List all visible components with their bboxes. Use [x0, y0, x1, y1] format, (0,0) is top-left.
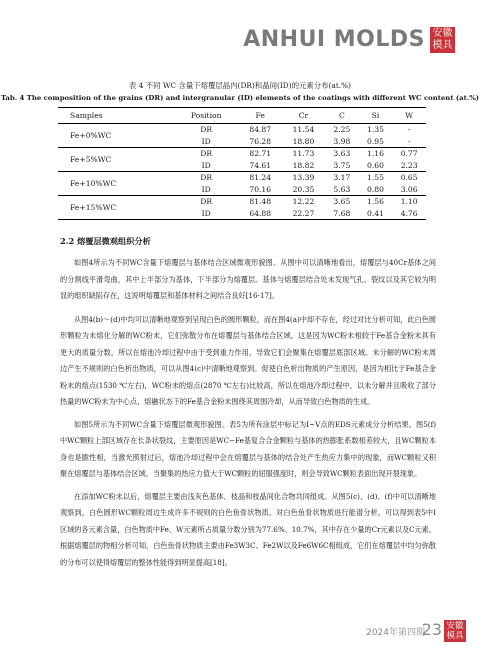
- column-header: Fe: [255, 111, 265, 120]
- table-cell: ID: [201, 184, 211, 194]
- table-cell: 3.75: [333, 160, 351, 170]
- paragraph: 如图4所示为不同WC含量下熔覆层与基体结合区域微观形貌图。从图中可以清晰地看出，熔覆层与40Cr基体之间的分割线平滑弯曲，其中上半部分为基体，下半部分为熔覆层。基体与熔覆层结合处未发现气孔、裂纹以及其它较为明显的组织缺陷存在，这说明熔覆层和基体材料之间结合良好[16-17]。: [60, 258, 436, 300]
- table-cell: -: [407, 136, 411, 146]
- table-cell: 1.35: [367, 125, 384, 135]
- table-cell: 76.28: [249, 136, 272, 146]
- paragraph: 如图5所示为不同WC含量下熔覆层微观形貌图。表5为所有涂层中标记为I~Ⅴ点的EDS元素成分分析结果。图5(f)中WC颗粒上部区域存在长条状裂纹，主要原因是WC−Fe基复合合金颗粒与基体的热膨胀系数相差较大，且WC颗粒本身也是脆性相，当激光照射过后，熔池冷却过程中会在熔覆层与基体的结合处产生热应力集中的现象，而WC颗粒又积聚在熔覆层与基体结合区域，当聚集的热应力值大于WC颗粒的屈服强度时，则会导致WC颗粒表面出现开裂现象。: [60, 419, 436, 478]
- table-cell: 13.39: [282, 172, 325, 184]
- composition-table: [58, 107, 426, 220]
- table-cell: 7.68: [333, 208, 351, 218]
- badge-line-1: 安徽: [432, 28, 453, 39]
- table-cell: 1.55: [359, 172, 393, 184]
- table-cell: 3.65: [325, 196, 359, 208]
- table-row: [58, 124, 426, 136]
- table-cell: 22.27: [292, 208, 315, 218]
- journal-brand: ANHUI MOLDS: [243, 27, 425, 52]
- table-cell: 2.25: [333, 125, 351, 135]
- table-cell: 0.95: [367, 136, 384, 146]
- page-header: [0, 22, 480, 56]
- table-cell: DR: [174, 172, 239, 184]
- table-cell: 0.60: [367, 160, 384, 170]
- table-cell: 1.16: [359, 148, 393, 160]
- table-caption-cn: 表 4 不同 WC 含量下熔覆层晶内(DR)和晶间(ID)的元素分布(at.%): [128, 81, 352, 90]
- table-row: [58, 148, 426, 160]
- sample-cell: Fe+0%WC: [70, 131, 112, 140]
- table-cell: 1.10: [392, 196, 426, 208]
- table-cell: ID: [201, 208, 211, 218]
- table-cell: 11.73: [282, 148, 325, 160]
- table-cell: -: [407, 125, 411, 135]
- journal-logo-badge: [430, 27, 455, 53]
- footer-badge-line-1: 安徽: [446, 621, 464, 631]
- table-cell: 2.23: [400, 160, 418, 170]
- table-cell: 3.06: [400, 184, 418, 194]
- table-cell: 12.22: [282, 196, 325, 208]
- column-header: Position: [190, 111, 222, 120]
- column-header: W: [405, 111, 414, 120]
- table-cell: 3.98: [333, 136, 351, 146]
- footer-badge-line-2: 模具: [446, 631, 464, 641]
- section-title: 2.2 熔覆层微观组织分析: [60, 236, 151, 246]
- table-cell: 64.88: [249, 208, 272, 218]
- table-header-row: [58, 108, 426, 124]
- table-cell: ID: [201, 136, 211, 146]
- table-cell: 18.82: [292, 160, 315, 170]
- table-cell: 3.17: [325, 172, 359, 184]
- column-header: Si: [371, 111, 380, 120]
- sample-cell: Fe+15%WC: [58, 196, 174, 220]
- table-cell: 70.16: [249, 184, 272, 194]
- badge-line-2: 模具: [432, 40, 453, 51]
- column-header: C: [338, 111, 345, 120]
- table-cell: 81.24: [239, 172, 282, 184]
- table-cell: 84.87: [249, 125, 272, 135]
- table-cell: 0.41: [367, 208, 384, 218]
- table-cell: 0.65: [392, 172, 426, 184]
- body-text: [60, 255, 436, 571]
- table-cell: ID: [201, 160, 211, 170]
- column-header: Samples: [70, 111, 103, 120]
- table-row: [58, 196, 426, 208]
- footer-issue: 2024年第四期: [366, 628, 425, 638]
- table-cell: 74.61: [249, 160, 272, 170]
- table-body: [58, 124, 426, 220]
- paragraph: 在添加WC粉末以后，熔覆层主要由浅灰色基体、枝晶和枝晶间化合物共同组成。从图5(c)、(d)、(f)中可以清晰地观察到，白色圆形WC颗粒周边生成许多不规则的白色鱼骨状物质。对白色鱼骨状物质进行能谱分析，可以得到表5中Ⅰ区域的各元素含量，白色物质中Fe、W元素所占质量分数分别为77.6%、10.7%，其中存在少量的Cr元素以及C元素。根据熔覆层的物相分析可知，白色鱼骨状物质主要由Fe3W3C、Fe2W以及Fe6W6C相组成，它们在熔覆层中均匀弥散的分布可以使得熔覆层的整体性能得到明显提高[18]。: [60, 491, 436, 567]
- table-cell: 82.71: [239, 148, 282, 160]
- table-cell: DR: [174, 196, 239, 208]
- table-cell: 4.76: [400, 208, 418, 218]
- sample-cell: Fe+5%WC: [58, 148, 174, 172]
- table-cell: 18.80: [292, 136, 315, 146]
- table-cell: 0.80: [367, 184, 384, 194]
- column-header: Cr: [298, 111, 309, 120]
- sample-cell: Fe+10%WC: [58, 172, 174, 196]
- page-number: 23: [421, 620, 442, 639]
- table-cell: 81.48: [239, 196, 282, 208]
- table-cell: 5.63: [333, 184, 351, 194]
- table-cell: 1.56: [359, 196, 393, 208]
- table-caption-en: Tab. 4 The composition of the grains (DR) and intergranular (ID) elements of the coatings with different WC content (at.%): [0, 94, 480, 102]
- footer-logo-badge: [444, 620, 466, 642]
- table-cell: 0.77: [392, 148, 426, 160]
- table-row: [58, 172, 426, 184]
- table-cell: DR: [200, 125, 213, 135]
- table-cell: 11.54: [292, 125, 315, 135]
- table-cell: 3.63: [325, 148, 359, 160]
- table-cell: DR: [174, 148, 239, 160]
- paragraph: 从图4(b)～(d)中均可以清晰地观察到呈现白色的圆形颗粒，而在图4(a)中却不存在，经过对比分析可知，此白色圆形颗粒为未熔化分解的WC粉末，它们弥散分布在熔覆层与基体结合区域。这是因为WC粉末相较于Fe基合金粉末具有更大的质量分数，所以在熔池冷却过程中由于受到重力作用，导致它们会聚集在熔覆层底部区域。未分解的WC粉末周边产生不规则的白色析出物质，可以从图4(c)中清晰地观察到。促使白色析出物质的产生原因，是因为相比于Fe基合金粉末的熔点(1530 ℃左右)，WC粉末的熔点(2870 ℃左右)比较高，所以在熔池冷却过程中，以未分解并且吸收了部分热量的WC粉末为中心点，熔融状态下的Fe基合金粉末围绕其周围冷却，从而导致白色物质的生成。: [60, 314, 436, 406]
- table-cell: 20.35: [292, 184, 315, 194]
